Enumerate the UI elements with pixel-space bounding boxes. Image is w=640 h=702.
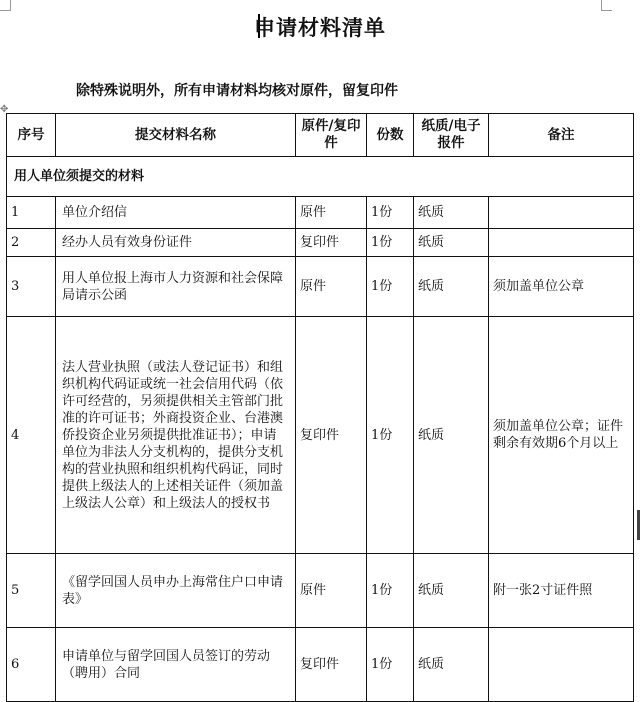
row-no: 1: [7, 197, 56, 229]
row-no: 4: [7, 317, 56, 554]
header-no: 序号: [7, 114, 56, 157]
page-corner-mark-top-left: [0, 0, 11, 11]
row-copies: 1份: [367, 554, 414, 628]
row-form: 复印件: [296, 628, 367, 702]
row-remark: [489, 229, 634, 257]
row-no: 2: [7, 229, 56, 257]
table-header-row: [7, 114, 634, 157]
table-move-handle-icon[interactable]: ✥: [0, 104, 9, 115]
table-row: [7, 317, 634, 554]
row-remark: 须加盖单位公章: [489, 257, 634, 317]
row-remark: [489, 628, 634, 702]
row-form: 原件: [296, 197, 367, 229]
row-name: 申请单位与留学回国人员签订的劳动（聘用）合同: [56, 628, 296, 702]
row-remark: 附一张2寸证件照: [489, 554, 634, 628]
table-row: [7, 554, 634, 628]
row-form: 原件: [296, 554, 367, 628]
table-row: [7, 197, 634, 229]
row-form: 原件: [296, 257, 367, 317]
header-form: 原件/复印件: [296, 114, 367, 157]
document-title: 申请材料清单: [254, 16, 386, 40]
row-name: 用人单位报上海市人力资源和社会保障局请示公函: [56, 257, 296, 317]
row-medium: 纸质: [414, 229, 489, 257]
row-no: 3: [7, 257, 56, 317]
row-copies: 1份: [367, 229, 414, 257]
row-remark: 须加盖单位公章；证件剩余有效期6个月以上: [489, 317, 634, 554]
row-name: 法人营业执照（或法人登记证书）和组织机构代码证或统一社会信用代码（依许可经营的，另须提供相关主管部门批准的许可证书；外商投资企业、台港澳侨投资企业另须提供批准证书）；申请单位为非法人分支机构的，提供分支机构的营业执照和组织机构代码证，同时提供上级法人的上述相关证件（须加盖上级法人公章）和上级法人的授权书: [56, 317, 296, 554]
row-copies: 1份: [367, 257, 414, 317]
row-name: 《留学回国人员申办上海常住户口申请表》: [56, 554, 296, 628]
row-medium: 纸质: [414, 628, 489, 702]
row-medium: 纸质: [414, 317, 489, 554]
table-row: [7, 229, 634, 257]
header-name: 提交材料名称: [56, 114, 296, 157]
row-form: 复印件: [296, 229, 367, 257]
row-copies: 1份: [367, 628, 414, 702]
row-name: 经办人员有效身份证件: [56, 229, 296, 257]
table-row: [7, 628, 634, 702]
row-copies: 1份: [367, 197, 414, 229]
document-subtitle: 除特殊说明外，所有申请材料均核对原件，留复印件: [76, 83, 398, 99]
row-copies: 1份: [367, 317, 414, 554]
header-copies: 份数: [367, 114, 414, 157]
section-row: [7, 157, 634, 197]
table-row: [7, 257, 634, 317]
header-medium: 纸质/电子报件: [414, 114, 489, 157]
header-remark: 备注: [489, 114, 634, 157]
row-medium: 纸质: [414, 257, 489, 317]
row-name: 单位介绍信: [56, 197, 296, 229]
row-form: 复印件: [296, 317, 367, 554]
row-no: 5: [7, 554, 56, 628]
section-title: 用人单位须提交的材料: [7, 157, 634, 197]
row-remark: [489, 197, 634, 229]
row-medium: 纸质: [414, 554, 489, 628]
page-corner-mark-top-right: [601, 0, 612, 11]
row-no: 6: [7, 628, 56, 702]
materials-table: [6, 113, 634, 702]
row-medium: 纸质: [414, 197, 489, 229]
